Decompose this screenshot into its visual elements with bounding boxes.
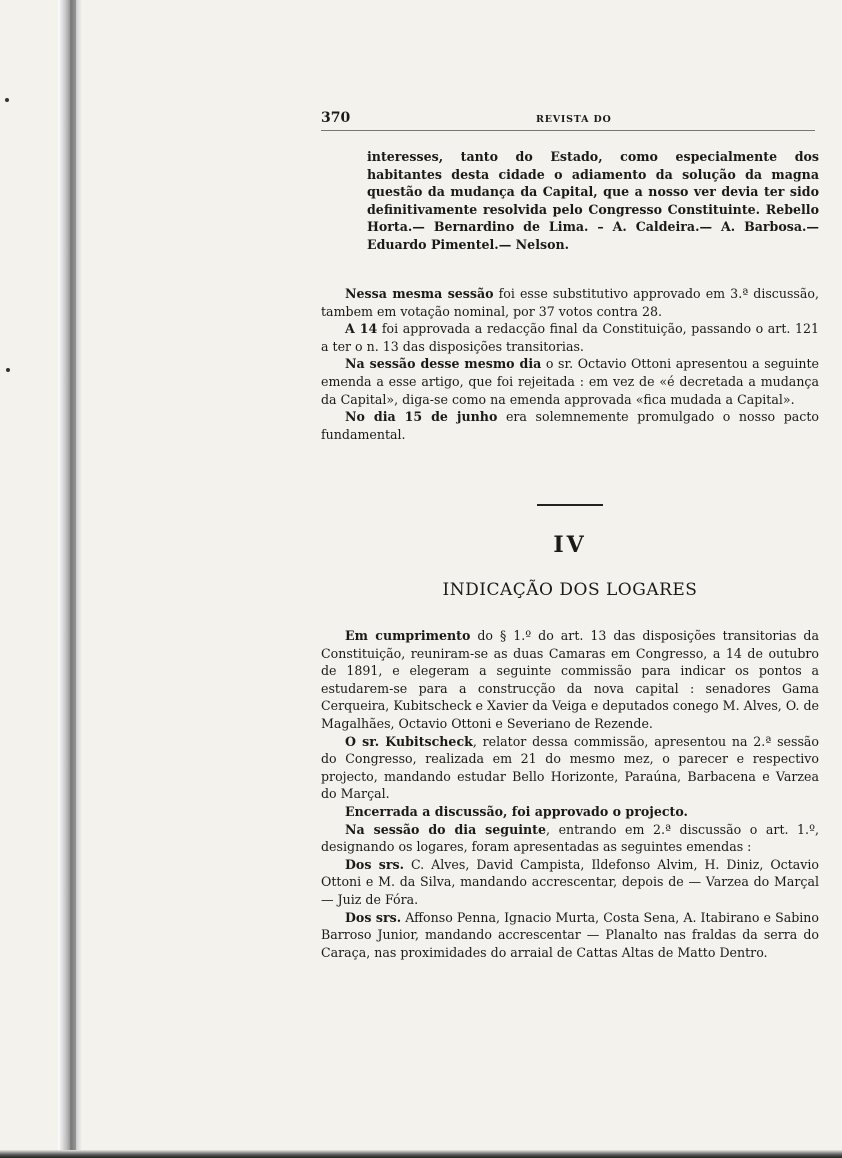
paragraph: Dos srs. Affonso Penna, Ignacio Murta, Costa Sena, A. Itabirano e Sabino Barroso Junior, mandando accrescentar — Planalto nas fraldas da serra do Caraça, nas proximidades do arraial de Cattas Altas de Matto Dentro. (321, 909, 819, 960)
book-gutter (70, 0, 76, 1158)
section-numeral: IV (553, 532, 587, 558)
paragraph: No dia 15 de junho era solemnemente promulgado o nosso pacto fundamental. (321, 409, 819, 442)
paragraph: Na sessão desse mesmo dia o sr. Octavio Ottoni apresentou a seguinte emenda a esse artigo, que foi rejeitada : em vez de «é decretada a mudança da Capital», diga-se como na emenda approvada «fica mudada a Capital». (321, 356, 819, 407)
paragraph: Nessa mesma sessão foi esse substitutivo approvado em 3.ª discussão, tambem em votação nominal, por 37 votos contra 28. (321, 286, 819, 319)
running-head: REVISTA DO (536, 114, 612, 125)
section-divider (537, 504, 603, 506)
paragraph: Dos srs. C. Alves, David Campista, Ildefonso Alvim, H. Diniz, Octavio Ottoni e M. da Silva, mandando accrescentar, depois de — Varzea do Marçal — Juiz de Fóra. (321, 856, 819, 907)
paragraph: Encerrada a discussão, foi approvado o projecto. (345, 803, 688, 819)
quoted-substitute-text (367, 148, 819, 254)
quote-text: interesses, tanto do Estado, como especialmente dos habitantes desta cidade o adiamento da solução da magna questão da mudança da Capital, que a nosso ver devia ter sido definitivamente resolvida pelo Congresso Constituinte. Rebello Horta.— Bernardino de Lima. – A. Caldeira.— A. Barbosa.— Eduardo Pimentel.— Nelson. (367, 149, 819, 252)
paragraph: O sr. Kubitscheck, relator dessa commissão, apresentou na 2.ª sessão do Congresso, realizada em 21 do mesmo mez, o parecer e respectivo projecto, mandando estudar Bello Horizonte, Paraúna, Barbacena e Varzea do Marçal. (321, 733, 819, 802)
paragraph: Na sessão do dia seguinte, entrando em 2.ª discussão o art. 1.º, designando os logares, foram apresentadas as seguintes emendas : (321, 821, 819, 855)
page-number: 370 (321, 110, 351, 126)
page-header (321, 110, 821, 130)
paragraph: Em cumprimento do § 1.º do art. 13 das disposições transitorias da Constituição, reuniram-se as duas Camaras em Congresso, a 14 de outubro de 1891, e elegeram a seguinte commissão para indicar os pontos a estudarem-se para a construcção da nova capital : senadores Gama Cerqueira, Kubitscheck e Xavier da Veiga e deputados conego M. Alves, O. de Magalhães, Octavio Ottoni e Severiano de Rezende. (321, 628, 819, 731)
section-title: INDICAÇÃO DOS LOGARES (442, 580, 698, 600)
scan-speck (6, 368, 10, 372)
body-text-bottom (321, 627, 819, 961)
page-bottom-edge (0, 1150, 842, 1158)
header-rule (321, 130, 815, 131)
paragraph: A 14 foi approvada a redacção final da Constituição, passando o art. 121 a ter o n. 13 das disposições transitorias. (321, 321, 820, 354)
body-text-top (321, 285, 819, 443)
scan-speck (5, 98, 9, 102)
